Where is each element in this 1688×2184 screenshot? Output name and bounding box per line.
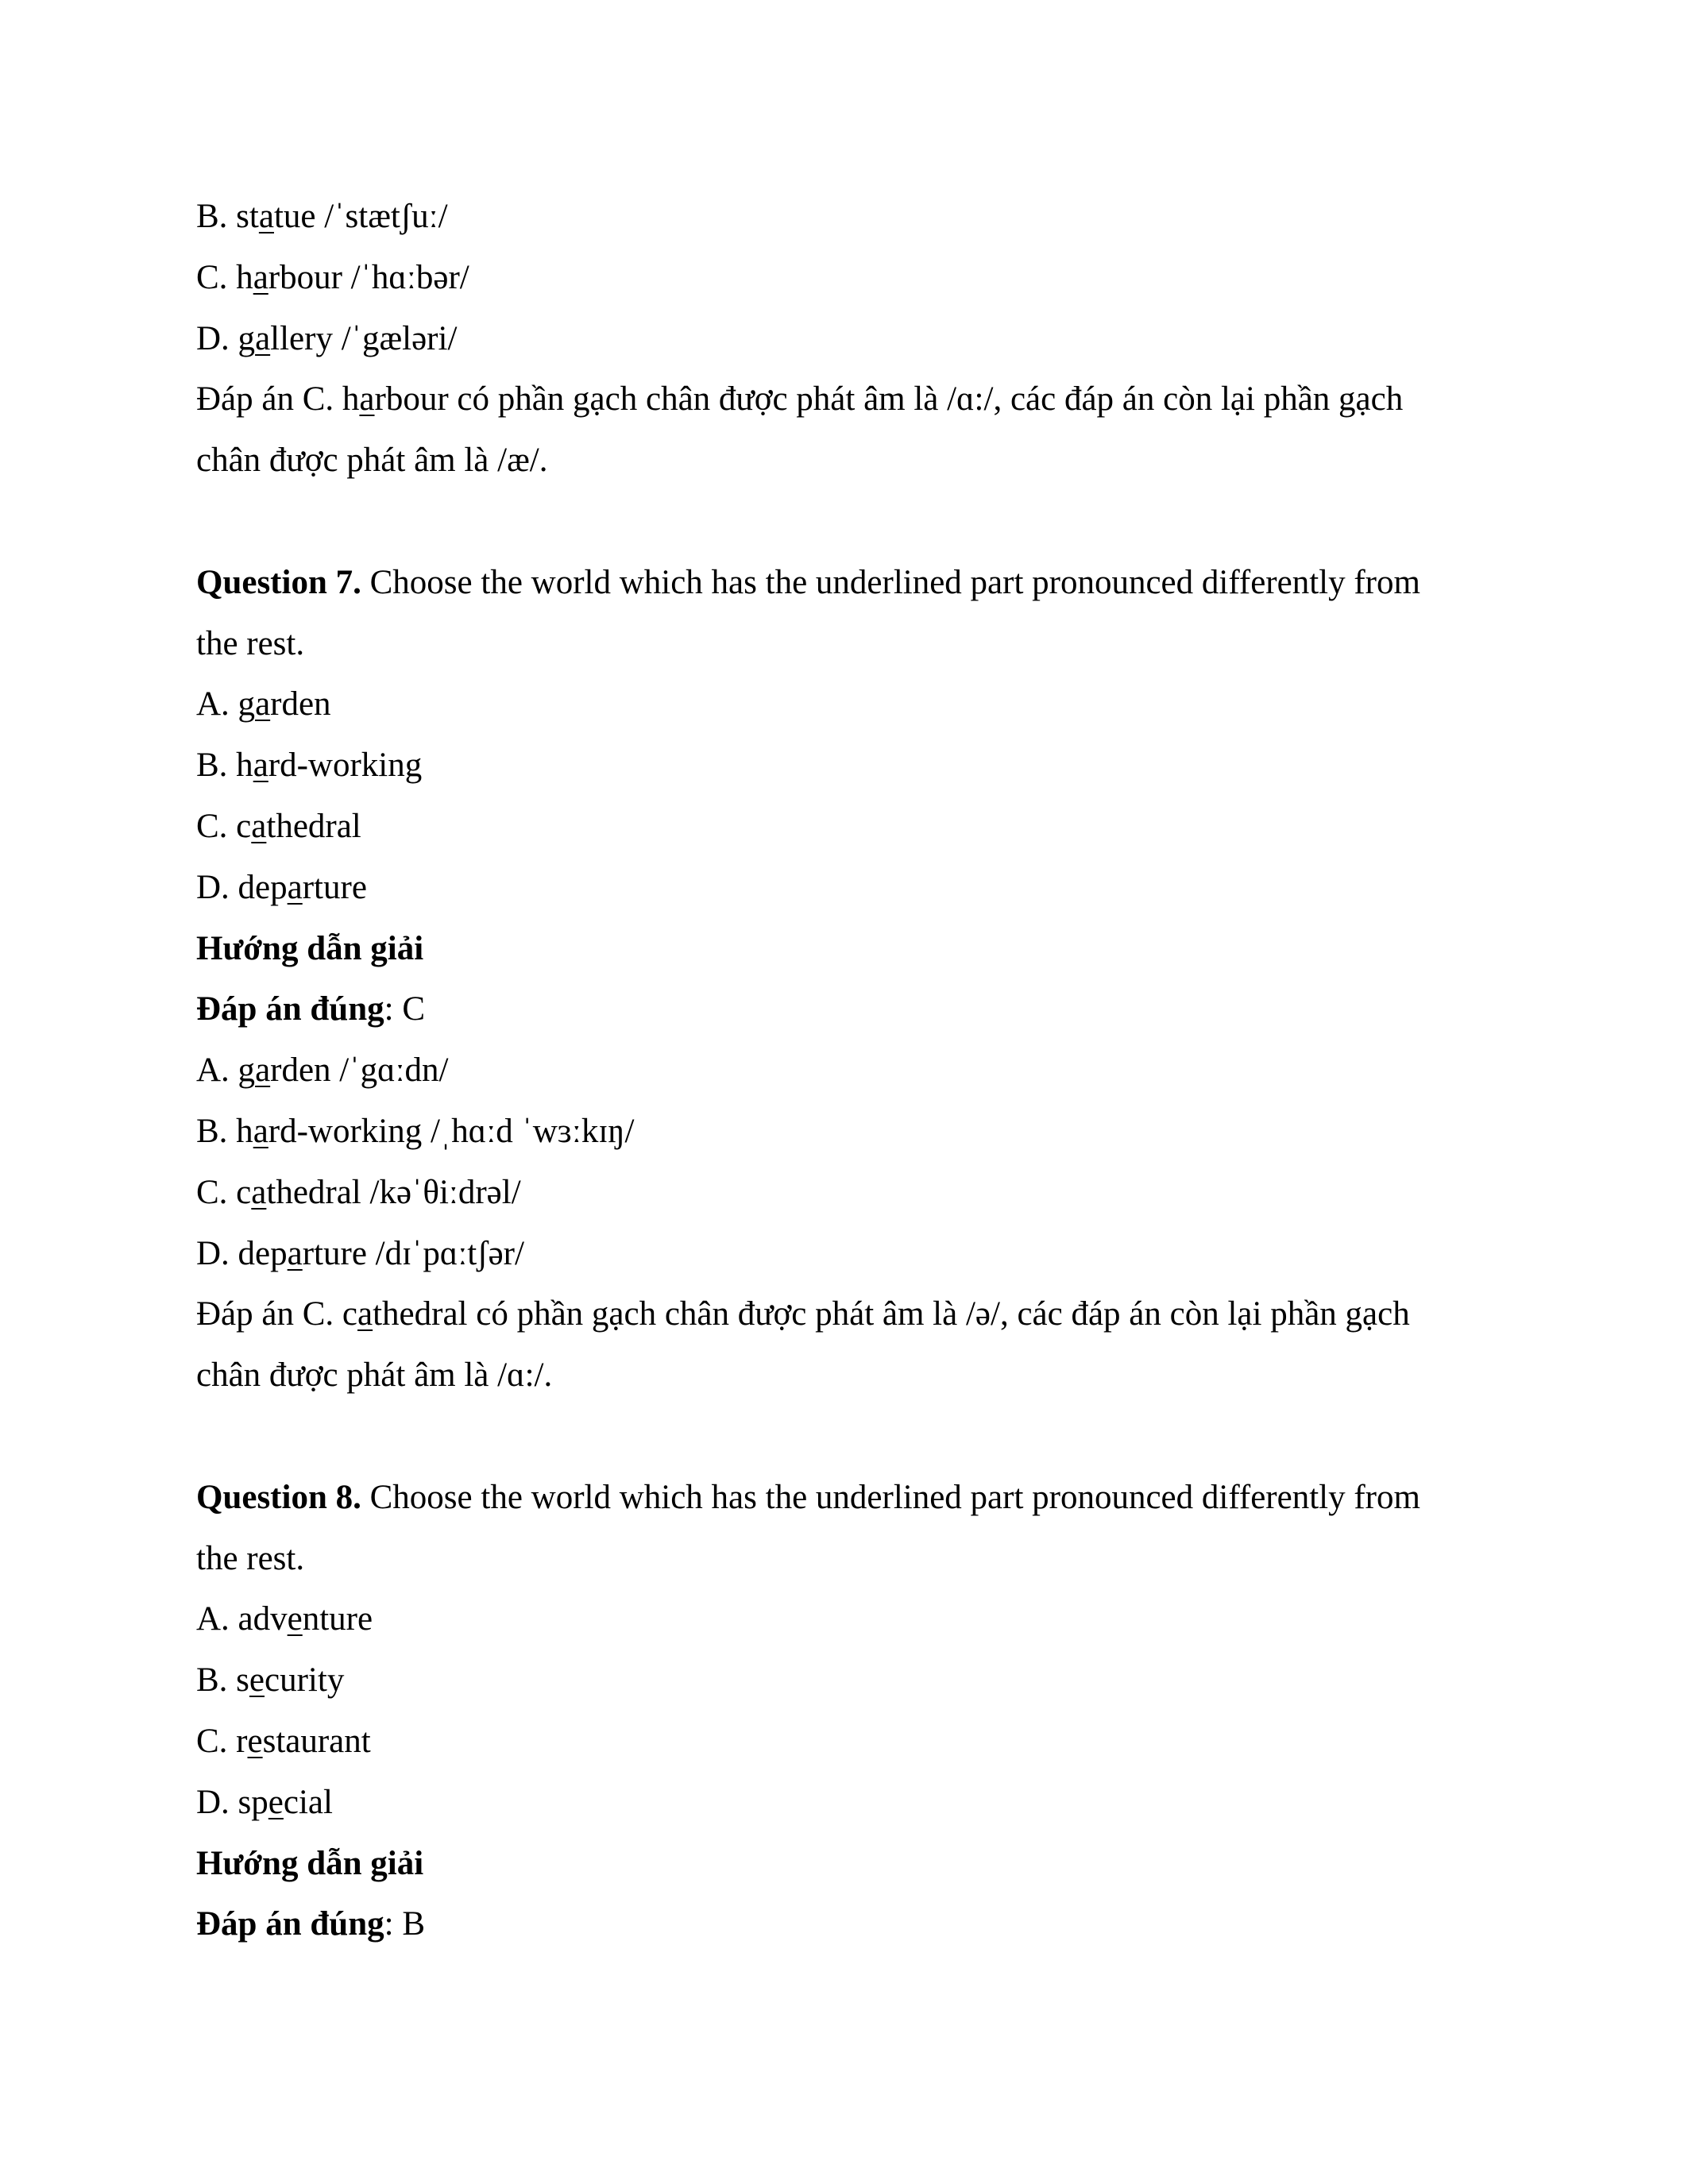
text-segment: thedral	[266, 807, 361, 845]
text-segment: chân được phát âm là /ɑ:/.	[196, 1356, 553, 1395]
text-line	[196, 735, 1499, 797]
text-line	[196, 1773, 1499, 1834]
underlined-letter: e	[287, 1600, 303, 1638]
text-segment: thedral /kəˈθiːdrəl/	[266, 1173, 521, 1211]
underlined-letter: a	[253, 258, 268, 296]
text-segment: tue /ˈstætʃuː/	[273, 198, 448, 235]
text-line	[196, 1224, 1499, 1285]
text-segment: : B	[384, 1905, 426, 1943]
text-line	[196, 919, 1499, 980]
text-line	[196, 248, 1499, 309]
text-segment: the rest.	[196, 1539, 305, 1577]
text-segment: D. g	[196, 319, 256, 357]
underlined-letter: a	[255, 319, 271, 357]
text-segment: C. h	[196, 258, 253, 296]
text-line	[196, 369, 1499, 430]
text-segment: Đáp án C. h	[196, 380, 360, 419]
text-segment: rd-working /ˌhɑːd ˈwɜːkɪŋ/	[268, 1112, 635, 1150]
text-segment: curity	[265, 1661, 345, 1700]
text-segment: nture	[302, 1600, 373, 1638]
text-segment: Đáp án C. c	[196, 1295, 357, 1333]
text-segment: C. r	[196, 1722, 248, 1760]
underlined-letter: a	[287, 1234, 303, 1272]
text-segment: C. c	[196, 1173, 252, 1211]
text-segment: A. g	[196, 685, 256, 723]
underlined-letter: a	[357, 1295, 373, 1333]
text-segment: rbour /ˈhɑːbər/	[268, 258, 469, 296]
text-segment: llery /ˈgæləri/	[270, 319, 458, 357]
text-line	[196, 1345, 1499, 1406]
text-segment: B. st	[196, 198, 259, 235]
text-line	[196, 1468, 1499, 1529]
text-line	[196, 674, 1499, 735]
underlined-letter: a	[287, 868, 303, 906]
text-line	[196, 187, 1499, 248]
text-line	[196, 1589, 1499, 1650]
text-line	[196, 1711, 1499, 1773]
bold-text: Đáp án đúng	[196, 990, 384, 1028]
underlined-letter: a	[253, 1112, 268, 1150]
underlined-letter: e	[249, 1661, 265, 1700]
text-segment: D. dep	[196, 1234, 288, 1272]
text-line	[196, 1102, 1499, 1163]
text-segment: rture /dɪˈpɑːtʃər/	[302, 1234, 524, 1272]
text-line	[196, 797, 1499, 858]
underlined-letter: e	[268, 1783, 284, 1821]
underlined-letter: a	[359, 380, 375, 419]
text-segment: D. sp	[196, 1783, 268, 1821]
document-page	[196, 187, 1499, 1955]
text-segment: chân được phát âm là /æ/.	[196, 442, 548, 480]
text-segment: cial	[283, 1783, 333, 1821]
text-segment: : C	[384, 990, 426, 1028]
text-segment: rden	[270, 685, 331, 723]
text-line	[196, 553, 1499, 614]
text-line	[196, 309, 1499, 370]
text-segment: C. c	[196, 807, 252, 845]
text-segment: D. dep	[196, 868, 288, 906]
text-line	[196, 1529, 1499, 1590]
text-segment: rture	[302, 868, 367, 906]
text-segment: Choose the world which has the underlined part pronounced differently from	[361, 563, 1420, 601]
text-line	[196, 858, 1499, 919]
text-line	[196, 430, 1499, 492]
text-line	[196, 614, 1499, 675]
text-segment: B. h	[196, 1112, 253, 1150]
underlined-letter: a	[258, 198, 274, 235]
text-segment: thedral có phần gạch chân được phát âm là /ə/, các đáp án còn lại phần gạch	[373, 1295, 1410, 1333]
text-line	[196, 1650, 1499, 1711]
bold-text: Hướng dẫn giải	[196, 929, 424, 967]
text-segment: rd-working	[268, 747, 423, 785]
underlined-letter: e	[247, 1722, 263, 1760]
underlined-letter: a	[251, 1173, 267, 1211]
bold-text: Question 7.	[196, 563, 361, 601]
text-line	[196, 1834, 1499, 1895]
text-segment: B. h	[196, 747, 253, 785]
underlined-letter: a	[255, 685, 271, 723]
text-line	[196, 1894, 1499, 1955]
text-segment: A. adv	[196, 1600, 288, 1638]
text-segment: rbour có phần gạch chân được phát âm là /ɑ:/, các đáp án còn lại phần gạch	[374, 380, 1404, 419]
text-segment: staurant	[262, 1722, 371, 1760]
text-segment: Choose the world which has the underlined part pronounced differently from	[361, 1478, 1420, 1516]
underlined-letter: a	[251, 807, 267, 845]
blank-line	[196, 492, 1499, 553]
blank-line	[196, 1406, 1499, 1468]
underlined-letter: a	[255, 1051, 271, 1090]
bold-text: Đáp án đúng	[196, 1905, 384, 1943]
bold-text: Hướng dẫn giải	[196, 1844, 424, 1882]
text-line	[196, 1284, 1499, 1345]
text-line	[196, 1163, 1499, 1224]
text-line	[196, 979, 1499, 1040]
text-line	[196, 1040, 1499, 1102]
bold-text: Question 8.	[196, 1478, 361, 1516]
underlined-letter: a	[253, 747, 268, 785]
text-segment: rden /ˈgɑːdn/	[270, 1051, 449, 1090]
text-segment: A. g	[196, 1051, 256, 1090]
text-segment: the rest.	[196, 624, 305, 662]
text-segment: B. s	[196, 1661, 249, 1700]
